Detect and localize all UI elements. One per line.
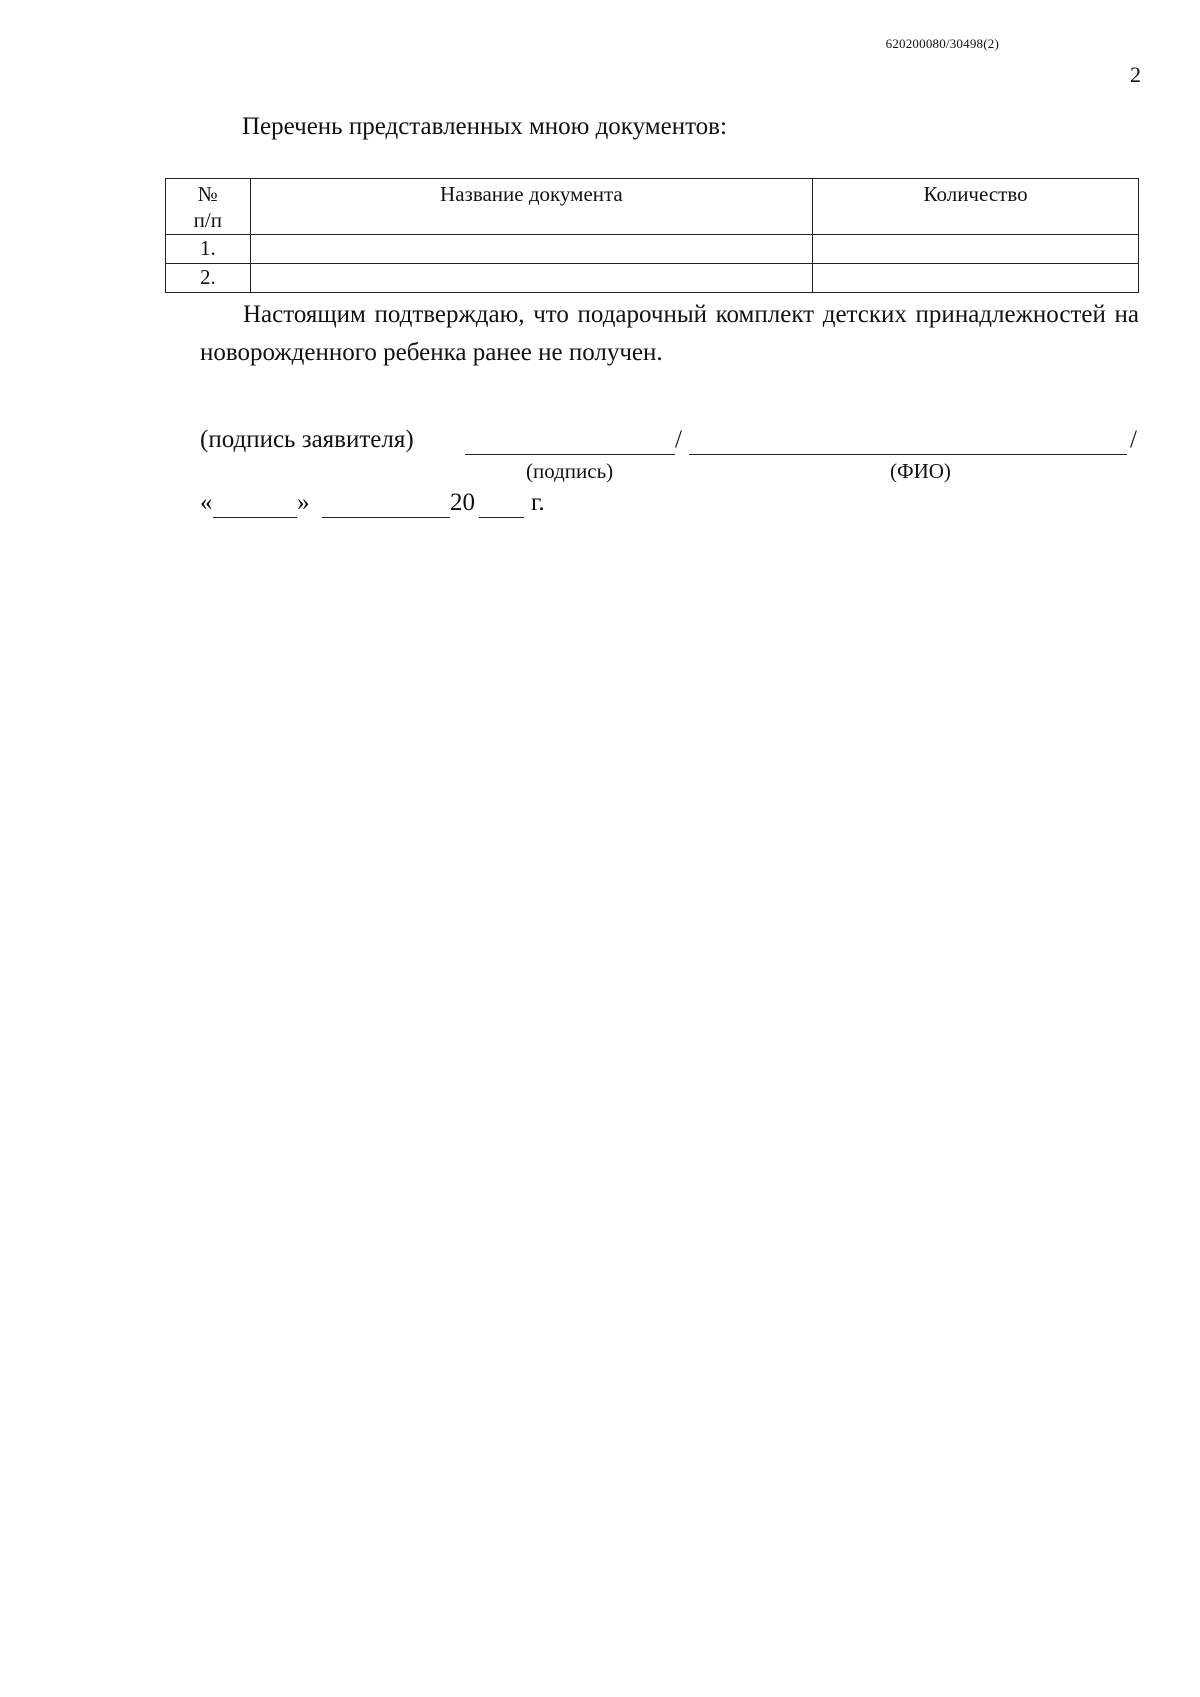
month-field-line[interactable]	[322, 517, 450, 518]
year-field-line[interactable]	[479, 517, 524, 518]
table-header-row	[166, 179, 1139, 235]
signature-label: (подпись заявителя)	[200, 426, 414, 453]
row-document-name[interactable]	[250, 235, 813, 264]
documents-table	[165, 178, 1139, 293]
documents-list-heading: Перечень представленных мною документов:	[242, 113, 727, 140]
year-suffix: г.	[531, 489, 545, 516]
full-name-slash: /	[1130, 426, 1137, 453]
header-number	[166, 179, 251, 235]
page-number: 2	[1130, 62, 1141, 87]
header-document-name: Название документа	[250, 179, 813, 235]
signature-row	[200, 426, 1175, 483]
row-quantity[interactable]	[813, 235, 1139, 264]
confirmation-statement: Настоящим подтверждаю, что подарочный комплект детских принадлежностей на новорожденного ребенка ранее не получен.	[200, 301, 1139, 366]
day-close-quote: »	[297, 489, 310, 516]
header-number-label: п/п	[193, 208, 222, 232]
row-document-name[interactable]	[250, 264, 813, 293]
header-number-symbol: №	[197, 182, 218, 206]
document-id: 620200080/30498(2)	[885, 36, 999, 51]
header-quantity: Количество	[813, 179, 1139, 235]
full-name-caption: (ФИО)	[890, 459, 951, 483]
signature-caption: (подпись)	[526, 459, 614, 483]
full-name-line[interactable]	[689, 454, 1127, 455]
row-number: 2.	[166, 264, 251, 293]
day-field-line[interactable]	[213, 517, 297, 518]
signature-line[interactable]	[465, 454, 675, 455]
day-open-quote: «	[200, 489, 213, 516]
row-number: 1.	[166, 235, 251, 264]
table-row	[166, 235, 1139, 264]
table-row	[166, 264, 1139, 293]
date-row	[200, 489, 700, 523]
row-quantity[interactable]	[813, 264, 1139, 293]
year-century: 20	[450, 489, 475, 516]
signature-slash: /	[675, 426, 682, 453]
